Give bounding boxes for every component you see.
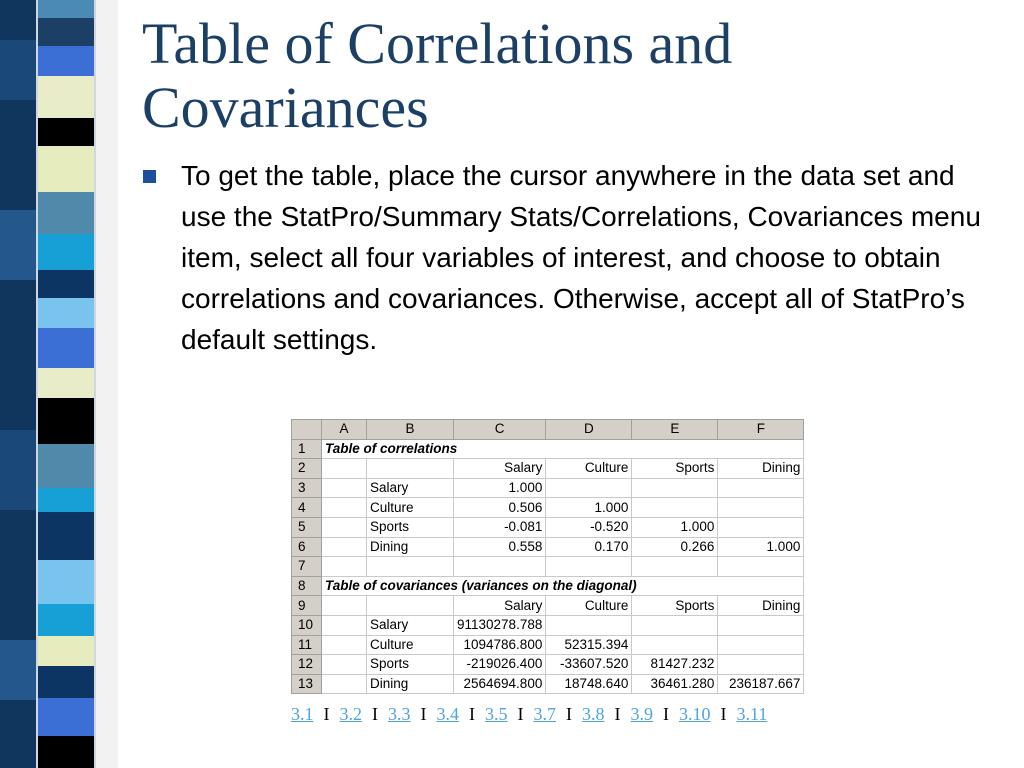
row-number[interactable]: 12 xyxy=(292,655,322,675)
decorative-ribbon xyxy=(0,0,118,768)
table-cell[interactable]: Sports xyxy=(367,655,454,675)
column-header[interactable]: D xyxy=(546,420,632,440)
table-cell[interactable]: 0.558 xyxy=(454,537,546,557)
table-cell[interactable]: Dining xyxy=(367,674,454,694)
table-cell[interactable] xyxy=(322,498,367,518)
section-link[interactable]: 3.2 xyxy=(339,704,362,724)
table-row xyxy=(292,655,804,675)
corner-cell[interactable] xyxy=(292,420,322,440)
table-cell[interactable] xyxy=(632,615,718,635)
row-number[interactable]: 2 xyxy=(292,459,322,479)
table-cell[interactable]: 81427.232 xyxy=(632,655,718,675)
table-cell[interactable]: Sports xyxy=(632,596,718,616)
row-number[interactable]: 3 xyxy=(292,478,322,498)
table-cell[interactable] xyxy=(322,635,367,655)
table-cell[interactable]: Culture xyxy=(546,459,632,479)
link-separator: I xyxy=(720,704,727,724)
table-cell[interactable] xyxy=(322,615,367,635)
table-row xyxy=(292,478,804,498)
section-link[interactable]: 3.1 xyxy=(291,704,314,724)
table-cell[interactable]: 0.266 xyxy=(632,537,718,557)
table-cell[interactable] xyxy=(718,517,804,537)
table-cell[interactable] xyxy=(322,674,367,694)
table-row xyxy=(292,537,804,557)
link-separator: I xyxy=(323,704,330,724)
link-bar xyxy=(291,704,767,725)
row-number[interactable]: 8 xyxy=(292,576,322,596)
table-row xyxy=(292,674,804,694)
table-row xyxy=(292,439,804,459)
table-cell[interactable] xyxy=(322,557,367,577)
table-cell[interactable]: Culture xyxy=(367,498,454,518)
table-row xyxy=(292,576,804,596)
table-section-title[interactable]: Table of correlations xyxy=(322,439,804,459)
section-link[interactable]: 3.7 xyxy=(533,704,556,724)
table-row xyxy=(292,459,804,479)
link-separator: I xyxy=(372,704,378,724)
table-cell[interactable] xyxy=(718,498,804,518)
section-link[interactable]: 3.9 xyxy=(630,704,653,724)
row-number[interactable]: 5 xyxy=(292,517,322,537)
table-cell[interactable] xyxy=(367,596,454,616)
table-row xyxy=(292,596,804,616)
table-row xyxy=(292,635,804,655)
table-cell[interactable]: -33607.520 xyxy=(546,655,632,675)
table-row xyxy=(292,498,804,518)
table-cell[interactable]: 236187.667 xyxy=(718,674,804,694)
table-cell[interactable]: 2564694.800 xyxy=(454,674,546,694)
link-separator: I xyxy=(663,704,669,724)
column-header[interactable]: A xyxy=(322,420,367,440)
column-header-row xyxy=(292,420,804,440)
section-link[interactable]: 3.3 xyxy=(388,704,411,724)
slide-title: Table of Correlations and Covariances xyxy=(142,11,733,140)
bullet-text: To get the table, place the cursor anywhere in the data set and use the StatPro/Summary Stats/Correlations, Covariances menu item, select all four variables of interest, and choose to obtain correlations and covariances. Otherwise, accept all of StatPro’s default settings. xyxy=(181,160,981,355)
table-cell[interactable]: 1.000 xyxy=(454,478,546,498)
table-cell[interactable]: Culture xyxy=(367,635,454,655)
table-cell[interactable]: 1.000 xyxy=(718,537,804,557)
section-link[interactable]: 3.5 xyxy=(485,704,508,724)
table-cell[interactable]: Dining xyxy=(367,537,454,557)
table-row xyxy=(292,517,804,537)
row-number[interactable]: 13 xyxy=(292,674,322,694)
table-cell[interactable]: 18748.640 xyxy=(546,674,632,694)
table-cell[interactable]: Sports xyxy=(632,459,718,479)
column-header[interactable]: E xyxy=(632,420,718,440)
table-cell[interactable]: Dining xyxy=(718,459,804,479)
section-link[interactable]: 3.8 xyxy=(582,704,605,724)
table-cell[interactable]: Sports xyxy=(367,517,454,537)
table-cell[interactable]: 1094786.800 xyxy=(454,635,546,655)
spreadsheet-table xyxy=(291,419,804,694)
row-number[interactable]: 7 xyxy=(292,557,322,577)
table-cell[interactable] xyxy=(322,655,367,675)
table-cell[interactable] xyxy=(322,537,367,557)
column-header[interactable]: C xyxy=(454,420,546,440)
table-row xyxy=(292,557,804,577)
table-cell[interactable]: Salary xyxy=(454,596,546,616)
table-cell[interactable]: 0.170 xyxy=(546,537,632,557)
table-cell[interactable]: Salary xyxy=(367,615,454,635)
table-cell[interactable]: 36461.280 xyxy=(632,674,718,694)
table-cell[interactable] xyxy=(718,655,804,675)
column-header[interactable]: F xyxy=(718,420,804,440)
table-cell[interactable] xyxy=(718,615,804,635)
table-cell[interactable] xyxy=(632,635,718,655)
link-separator: I xyxy=(420,704,427,724)
square-bullet-icon xyxy=(143,170,156,183)
table-cell[interactable]: Salary xyxy=(454,459,546,479)
table-cell[interactable] xyxy=(718,478,804,498)
table-cell[interactable]: 52315.394 xyxy=(546,635,632,655)
table-cell[interactable] xyxy=(454,557,546,577)
table-cell[interactable] xyxy=(322,478,367,498)
link-separator: I xyxy=(614,704,621,724)
table-cell[interactable] xyxy=(632,478,718,498)
table-cell[interactable] xyxy=(546,615,632,635)
table-cell[interactable] xyxy=(632,557,718,577)
table-cell[interactable]: -0.520 xyxy=(546,517,632,537)
table-cell[interactable]: Dining xyxy=(718,596,804,616)
table-cell[interactable]: -0.081 xyxy=(454,517,546,537)
section-link[interactable]: 3.11 xyxy=(736,704,768,724)
table-cell[interactable] xyxy=(632,498,718,518)
row-number[interactable]: 11 xyxy=(292,635,322,655)
table-cell[interactable]: -219026.400 xyxy=(454,655,546,675)
table-cell[interactable]: Salary xyxy=(367,478,454,498)
row-number[interactable]: 10 xyxy=(292,615,322,635)
row-number[interactable]: 9 xyxy=(292,596,322,616)
link-separator: I xyxy=(517,704,524,724)
table-section-title[interactable]: Table of covariances (variances on the diagonal) xyxy=(322,576,804,596)
table-cell[interactable] xyxy=(322,459,367,479)
table-cell[interactable] xyxy=(367,459,454,479)
table-cell[interactable]: 91130278.788 xyxy=(454,615,546,635)
table-cell[interactable]: 1.000 xyxy=(546,498,632,518)
table-cell[interactable] xyxy=(718,635,804,655)
link-separator: I xyxy=(566,704,572,724)
row-number[interactable]: 1 xyxy=(292,439,322,459)
table-cell[interactable]: 1.000 xyxy=(632,517,718,537)
section-link[interactable]: 3.4 xyxy=(436,704,459,724)
table-cell[interactable] xyxy=(322,596,367,616)
table-row xyxy=(292,615,804,635)
row-number[interactable]: 6 xyxy=(292,537,322,557)
table-cell[interactable] xyxy=(718,557,804,577)
table-cell[interactable]: Culture xyxy=(546,596,632,616)
table-cell[interactable] xyxy=(546,478,632,498)
table-cell[interactable] xyxy=(367,557,454,577)
column-header[interactable]: B xyxy=(367,420,454,440)
row-number[interactable]: 4 xyxy=(292,498,322,518)
table-cell[interactable] xyxy=(546,557,632,577)
table-cell[interactable] xyxy=(322,517,367,537)
link-separator: I xyxy=(469,704,475,724)
section-link[interactable]: 3.10 xyxy=(679,704,711,724)
table-cell[interactable]: 0.506 xyxy=(454,498,546,518)
